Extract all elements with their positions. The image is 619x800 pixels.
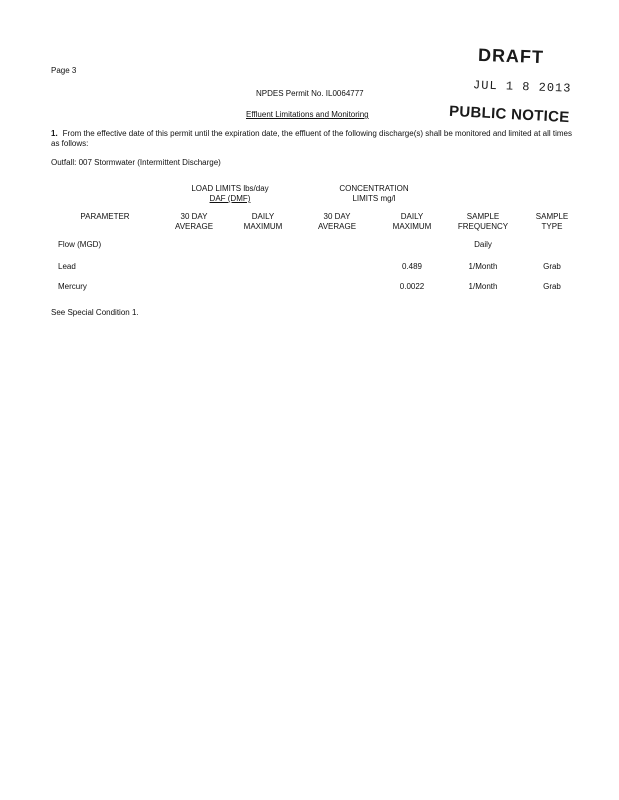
column-header-load-30day-avg <box>154 212 234 232</box>
load-limits-header <box>168 184 292 204</box>
permit-number: NPDES Permit No. IL0064777 <box>256 89 364 98</box>
table-cell-type: Grab <box>543 262 561 271</box>
column-header-line2: MAXIMUM <box>243 222 283 231</box>
footnote: See Special Condition 1. <box>51 308 139 317</box>
column-header-line2: TYPE <box>541 222 563 231</box>
load-limits-subtitle: DAF (DMF) <box>209 194 251 203</box>
table-cell-type: Grab <box>543 282 561 291</box>
column-header-line2: FREQUENCY <box>457 222 509 231</box>
draft-stamp: DRAFT <box>477 44 545 68</box>
page-number: Page 3 <box>51 66 77 75</box>
table-row-parameter: Flow (MGD) <box>58 240 102 249</box>
outfall-label: Outfall: 007 Stormwater (Intermittent Discharge) <box>51 158 221 167</box>
column-header-conc-daily-max <box>372 212 452 232</box>
section-title: Effluent Limitations and Monitoring <box>246 110 369 119</box>
table-cell-conc-max: 0.489 <box>401 262 423 271</box>
column-header-line2: AVERAGE <box>174 222 214 231</box>
table-cell-frequency: 1/Month <box>468 282 498 291</box>
column-header-line1: SAMPLE <box>535 212 569 221</box>
column-header-line1: 30 DAY <box>323 212 351 221</box>
concentration-title: CONCENTRATION <box>339 184 409 193</box>
concentration-limits-header <box>312 184 436 204</box>
intro-number: 1. <box>51 129 58 138</box>
column-header-sample-type <box>512 212 592 232</box>
concentration-subtitle: LIMITS mg/l <box>352 194 396 203</box>
intro-paragraph <box>51 129 581 149</box>
column-header-conc-30day-avg <box>297 212 377 232</box>
table-row-parameter: Mercury <box>58 282 87 291</box>
column-header-line2: MAXIMUM <box>392 222 432 231</box>
column-header-line2: PARAMETER <box>80 212 130 221</box>
column-header-line1: SAMPLE <box>466 212 500 221</box>
table-cell-conc-max: 0.0022 <box>399 282 425 291</box>
table-cell-frequency: Daily <box>474 240 492 249</box>
table-cell-frequency: 1/Month <box>468 262 498 271</box>
column-header-line1: 30 DAY <box>180 212 208 221</box>
date-stamp: JUL 1 8 2013 <box>472 78 572 96</box>
column-header-load-daily-max <box>223 212 303 232</box>
column-header-line1: DAILY <box>400 212 424 221</box>
column-header-sample-frequency <box>443 212 523 232</box>
public-notice-stamp: PUBLIC NOTICE <box>448 102 570 127</box>
column-header-line1: DAILY <box>251 212 275 221</box>
intro-text: From the effective date of this permit until the expiration date, the effluent of the following discharge(s) shall be monitored and limited at all times as follows: <box>51 129 572 148</box>
column-header-line2: AVERAGE <box>317 222 357 231</box>
table-row-parameter: Lead <box>58 262 76 271</box>
column-header-parameter <box>65 212 145 222</box>
load-limits-title: LOAD LIMITS lbs/day <box>191 184 269 193</box>
